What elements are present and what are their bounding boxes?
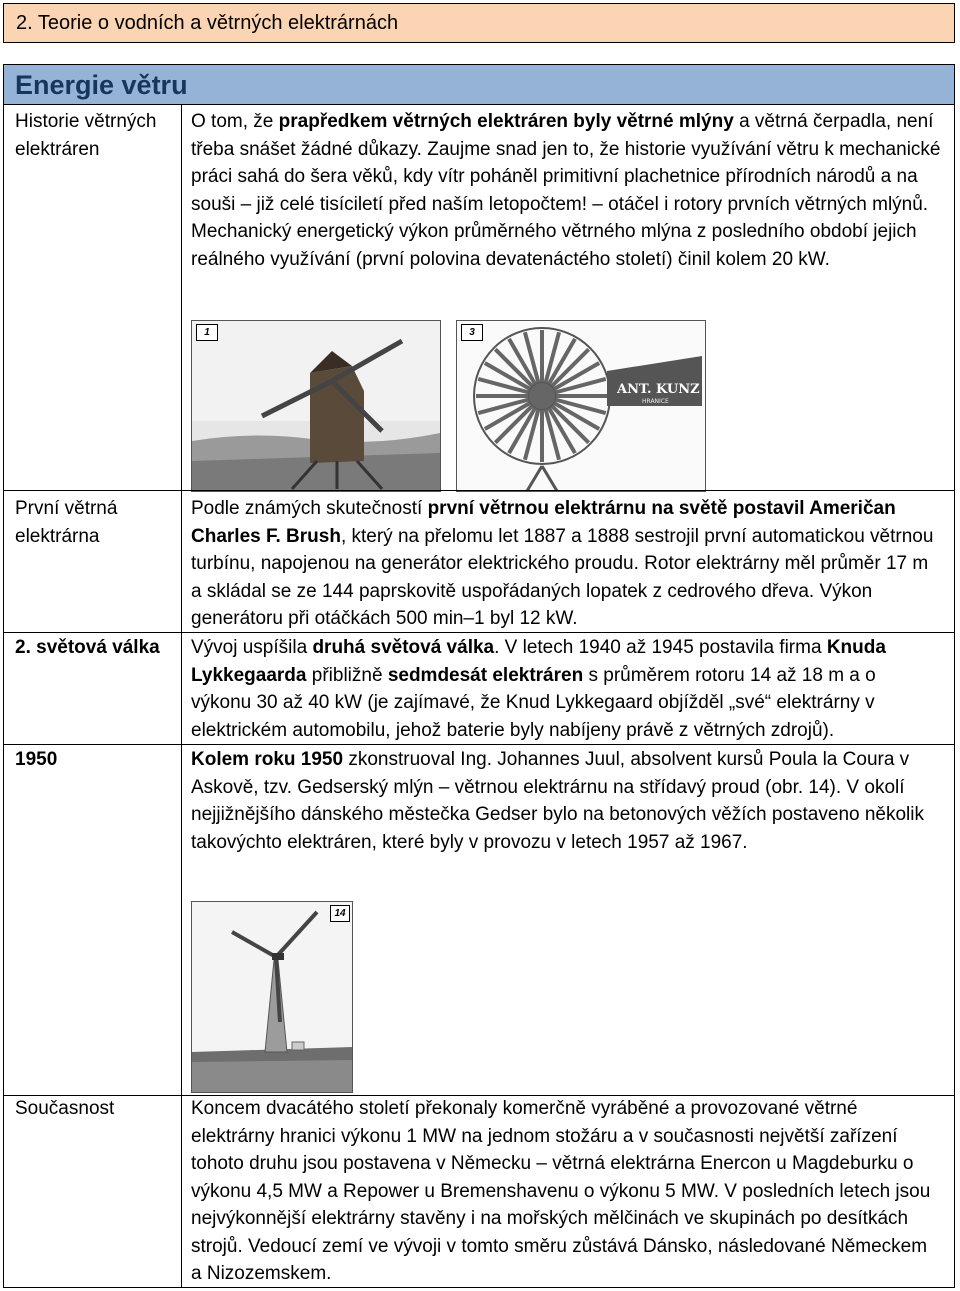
bold-text: první větrnou elektrárnu na světě postavil Američan Charles F. Brush — [191, 498, 896, 547]
row-text-ww2 — [191, 634, 941, 744]
text-segment: . V letech 1940 až 1945 postavila firma — [494, 637, 827, 658]
photo-windmill-post — [191, 320, 441, 492]
row-text-first-plant — [191, 495, 941, 633]
chapter-title: 2. Teorie o vodních a větrných elektrárnách — [16, 12, 399, 34]
text-segment: O tom, že — [191, 111, 279, 132]
photo-number-14: 14 — [330, 905, 350, 922]
gedser-turbine-illustration — [192, 902, 352, 1092]
bold-text: sedmdesát elektráren — [387, 664, 584, 686]
content-table — [3, 64, 955, 1288]
text-segment: Koncem dvacátého století překonaly komerčně vyráběné a provozované větrné elektrárny hranici výkonu 1 MW na jednom stožáru a v současnosti největší zařízení tohoto druhu jsou postavena v Německu – větrná elektrárna Enercon u Magdeburku o výkonu 4,5 MW a Repower u Bremenshavenu o výkonu 5 MW. V posledních letech jsou nejvýkonnější elektrárny stavěny i na mořských mělčinách ve skupinách po desítkách strojů. Vedoucí zemí ve vývoji v tomto směru zůstává Dánsko, následované Německem a Nizozemskem. — [191, 1098, 931, 1284]
row-label-first-plant: První větrná elektrárna — [15, 498, 118, 547]
photo-wind-pump — [456, 320, 706, 492]
photo-number-3: 3 — [461, 324, 483, 341]
bold-text: Kolem roku 1950 — [191, 749, 344, 770]
row-divider — [4, 490, 954, 491]
text-segment: a větrná čerpadla, není třeba snášet žádné důkazy. Zaujme snad jen to, že historie využívání větru k mechanické práci sahá do šera věků, kdy vítr poháněl primitivní plachetnice přírodních národů a na souši – již celé tisíciletí před naším letopočtem! – otáčel i rotory prvních větrných mlýnů. Mechanický energetický výkon průměrného větrného mlýna z posledního období jejich reálného využívání (první polovina devatenáctého století) činil kolem 20 kW. — [191, 111, 941, 270]
wind-pump-illustration — [457, 321, 705, 491]
photo-gedser-turbine — [191, 901, 353, 1093]
wind-pump-sign: ANT. KUNZ — [617, 382, 700, 397]
section-title-row — [4, 65, 954, 105]
row-label-ww2: 2. světová válka — [15, 637, 160, 658]
windmill-post-illustration — [192, 321, 440, 491]
wind-pump-sign-sub: HRANICE — [642, 398, 669, 405]
bold-text: prapředkem větrných elektráren byly větrné mlýny — [278, 111, 734, 132]
row-text-history — [191, 108, 941, 273]
row-divider — [4, 632, 954, 633]
row-label-1950: 1950 — [15, 749, 58, 770]
text-segment: přibližně — [306, 664, 388, 686]
row-text-present — [191, 1095, 941, 1288]
row-label-history: Historie větrných elektráren — [15, 111, 157, 160]
photo-number-1: 1 — [196, 324, 218, 341]
text-segment: , který na přelomu let 1887 a 1888 sestrojil první automatickou větrnou turbínu, napojenou na generátor elektrického proudu. Rotor elektrárny měl průměr 17 m a skládal se ze 144 paprskovitě uspořádaných lopatek z cedrového dřeva. Výkon generátoru při otáčkách 500 min–1 byl 12 kW. — [191, 525, 934, 629]
text-segment: Podle známých skutečností — [191, 498, 428, 519]
chapter-header — [3, 3, 955, 43]
text-segment: Vývoj uspíšila — [191, 637, 313, 658]
row-label-present: Současnost — [15, 1098, 115, 1119]
text-segment: zkonstruoval Ing. Johannes Juul, absolvent kursů Poula la Coura v Askově, tzv. Gedserský mlýn – větrnou elektrárnu na střídavý proud (obr. 14). V okolí nejjižnějšího dánského městečka Gedser bylo na betonových věžích postaveno několik takovýchto elektráren, které byly v provozu v letech 1957 až 1967. — [191, 749, 924, 853]
text-segment: s průměrem rotoru 14 až 18 m a o výkonu 30 až 40 kW (je zajímavé, že Knud Lykkegaard objížděl „své“ elektrárny v elektrickém automobilu, jehož baterie byly nabíjeny právě z větrných zdrojů). — [191, 664, 876, 741]
bold-text: druhá světová válka — [312, 637, 495, 658]
bold-text: Knuda Lykkegaarda — [191, 637, 886, 686]
column-divider — [181, 105, 182, 1287]
row-text-1950 — [191, 746, 941, 856]
row-divider — [4, 744, 954, 745]
section-title: Energie větru — [15, 70, 188, 100]
